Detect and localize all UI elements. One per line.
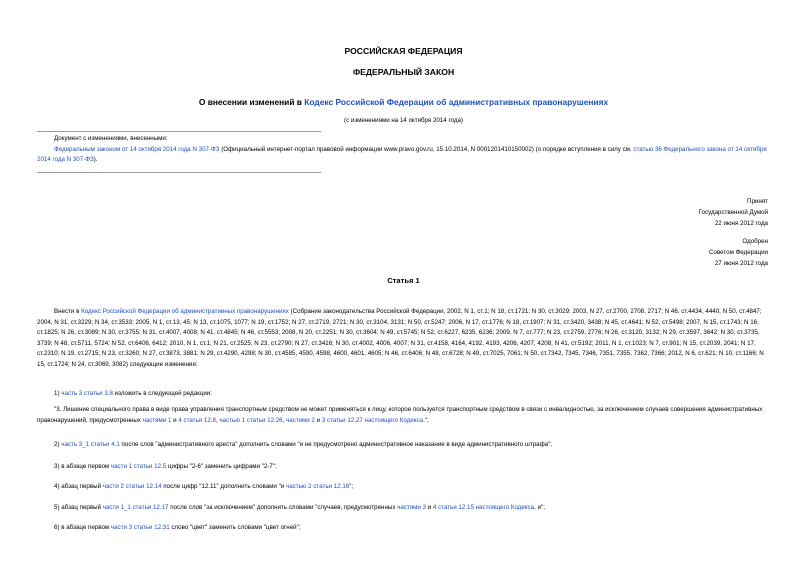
- item-5-end: , и";: [534, 504, 545, 511]
- item-5: [37, 503, 769, 514]
- item-1-quote: [37, 405, 769, 426]
- quote-end: .";: [423, 416, 429, 424]
- item-5-link-2[interactable]: частями 3: [397, 504, 426, 511]
- item-2-number: 2): [54, 441, 62, 448]
- item-4-prefix: 4) абзац первый: [54, 483, 103, 490]
- approved-date: 27 июня 2012 года: [714, 259, 768, 267]
- item-6-text: слово "цвет" заменить словами "цвет огней";: [169, 524, 301, 531]
- document-title: [0, 97, 807, 107]
- item-1-link[interactable]: часть 3 статьи 3.8: [61, 390, 113, 397]
- item-5-link[interactable]: части 1_1 статьи 12.17: [102, 504, 169, 511]
- changes-bottom-rule: [37, 172, 321, 173]
- article-title: Статья 1: [387, 276, 420, 285]
- country-heading: РОССИЙСКАЯ ФЕДЕРАЦИЯ: [344, 46, 463, 56]
- quote-comma-2: ,: [282, 416, 287, 424]
- approved-block: [709, 237, 768, 269]
- item-3: [37, 462, 769, 473]
- quote-link-3[interactable]: частью 1 статьи 12.26: [219, 416, 283, 424]
- changes-heading: Документ с изменениями, внесенными:: [54, 135, 168, 142]
- item-4-link[interactable]: части 2 статьи 12.14: [102, 483, 162, 490]
- approved-label: Одобрен: [742, 238, 768, 245]
- quote-and-2: и: [314, 416, 322, 424]
- item-6-prefix: 6) в абзаце первом: [54, 524, 111, 531]
- article-intro: [37, 307, 769, 370]
- item-5-prefix: 5) абзац первый: [54, 504, 103, 511]
- item-2-text: после слов "административного ареста" дополнить словами "и не предусмотрено административное наказание в виде административного штрафа";: [119, 441, 553, 448]
- item-6: [37, 523, 769, 534]
- item-3-prefix: 3) в абзаце первом: [54, 463, 111, 470]
- document-title-prefix: О внесении изменений в: [198, 97, 305, 107]
- item-6-link[interactable]: части 3 статьи 12.31: [110, 524, 170, 531]
- item-3-text: цифры "2-6" заменить цифрами "2-7";: [166, 463, 277, 470]
- changes-text-1: (Официальный интернет-портал правовой информации www.pravo.gov.ru, 15.10.2014, N 0001201410150002) (о порядке вступления в силу см.: [219, 145, 634, 153]
- quote-link-2[interactable]: 4 статьи 12.8: [178, 416, 216, 424]
- quote-and-1: и: [171, 416, 179, 424]
- item-4-end: ";: [349, 483, 354, 490]
- accepted-date: 22 июня 2012 года: [714, 219, 768, 227]
- item-5-and: и: [425, 504, 433, 511]
- changes-body: [37, 145, 777, 166]
- amending-law-link[interactable]: Федеральным законом от 14 октября 2014 года N 307-ФЗ: [54, 145, 220, 153]
- article-36-link[interactable]: статью 36 Федерального закона от 14 октября 2014 года N 307-ФЗ: [37, 145, 767, 163]
- accepted-by: Государственной Думой: [698, 208, 768, 216]
- item-1-number: 1): [54, 390, 62, 397]
- item-2-link[interactable]: часть 3_1 статьи 4.1: [61, 441, 120, 448]
- document-title-link[interactable]: Кодекс Российской Федерации об административных правонарушениях: [304, 97, 609, 107]
- changes-text-2: ).: [93, 156, 98, 163]
- edition-note: (с изменениями на 14 октября 2014 года): [344, 117, 463, 124]
- item-3-link[interactable]: части 1 статьи 12.5: [110, 463, 167, 470]
- accepted-block: [699, 197, 768, 229]
- quote-link-1[interactable]: частями 1: [142, 416, 172, 424]
- item-4: [37, 482, 769, 493]
- quote-text: "3. Лишение специального права в виде права управления транспортным средством не может применяться к лицу, которое пользуется транспортным средством в связи с инвалидностью, за исключением случаев совершения административных правонарушений, предусмотренных: [37, 406, 763, 424]
- intro-text: (Собрание законодательства Российской Федерации, 2002, N 1, ст.1; N 18, ст.1721; N 30, ст.3029; 2003, N 27, ст.2700, 2708, 2717; N 46, ст.4434, 4440; N 50, ст.4847; 2004, N 31, ст.3229; N 34, ст.3533; 2005, N 1, ст.13, 45; N 13, ст.1075, 1077; N 19, ст.1752; N 27, ст.2719, 2721; N 30, ст.3104, 3131; N 50, ст.5247; 2006, N 17, ст.1776; N 18, ст.1907; N 31, ст.3420, 3438; N 45, ст.4641; N 52, ст.5498; 2007, N 15, ст.1743; N 16, ст.1825; N 26, ст.3089; N 30, ст.3755; N 31, ст.4007, 4008; N 41, ст.4845; N 46, ст.5553; 2008, N 20, ст.2251; N 30, ст.3604; N 49, ст.5745; N 52, ст.6227, 6235, 6236; 2009, N 7, ст.777; N 23, ст.2759, 2776; N 26, ст.3120, 3132; N 29, ст.3597, 3642; N 30, ст.3735, 3739; N 48, ст.5711, 5724; N 52, ст.6406, 6412; 2010, N 1, ст.1; N 21, ст.2525; N 23, ст.2790; N 27, ст.3416; N 30, ст.4002, 4006, 4007; N 31, ст.4158, 4164, 4192, 4193, 4206, 4207, 4208; N 41, ст.5192; 2011, N 1, ст.1023; N 7, ст.901; N 15, ст.2039, 2041; N 17, ст.2310; N 19, ст.2715; N 23, ст.3260; N 27, ст.3873, 3881; N 29, ст.4290, 4298; N 30, ст.4585, 4590, 4598, 4600, 4601, 4605; N 46, ст.6406; N 48, ст.6728; N 49, ст.7025, 7061; N 50, ст.7342, 7345, 7346, 7351, 7355, 7362, 7366; 2012, N 6, ст.621; N 10, ст.1166; N 15, ст.1724; N 24, ст.3069, 3082) следующие изменения:: [37, 308, 764, 368]
- approved-by: Советом Федерации: [709, 248, 768, 256]
- intro-prefix: Внести в: [54, 308, 82, 315]
- item-2: [37, 440, 769, 451]
- changes-block: [37, 134, 777, 166]
- changes-top-rule: [37, 131, 321, 132]
- item-4-mid: после цифр "12.11" дополнить словами "и: [161, 483, 286, 490]
- item-5-link-3[interactable]: 4 статьи 12.15 настоящего Кодекса: [432, 504, 535, 511]
- quote-link-5[interactable]: 3 статьи 12.27 настоящего Кодекса: [321, 416, 424, 424]
- item-5-mid: после слов "за исключением" дополнить словами "случаев, предусмотренных: [168, 504, 398, 511]
- quote-comma-1: ,: [215, 416, 220, 424]
- quote-link-4[interactable]: частями 2: [286, 416, 315, 424]
- item-1-text: изложить в следующей редакции:: [112, 390, 212, 397]
- accepted-label: Принят: [747, 198, 768, 205]
- code-link[interactable]: Кодекс Российской Федерации об административных правонарушениях: [81, 308, 289, 315]
- law-type-heading: ФЕДЕРАЛЬНЫЙ ЗАКОН: [352, 67, 455, 77]
- item-4-link-2[interactable]: частью 2 статьи 12.16: [285, 483, 350, 490]
- item-1: [37, 389, 769, 400]
